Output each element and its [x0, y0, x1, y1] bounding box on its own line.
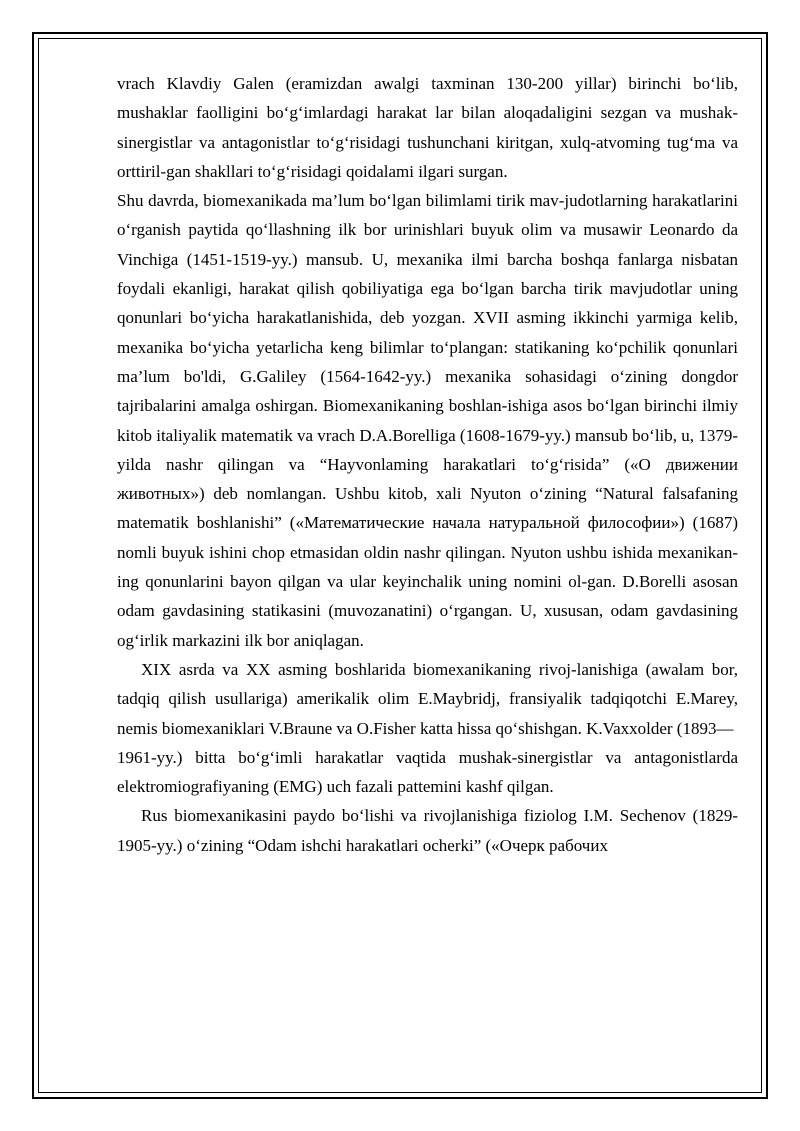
- paragraph-xix-century: XIX asrda va XX asming boshlarida biomexanikaning rivoj-lanishiga (awalam bor, tadqiq qilish usullariga) amerikalik olim E.Maybridj, fransiyalik tadqiqotchi E.Marey, nemis biomexaniklari V.Braune va O.Fisher katta hissa qo‘shishgan. K.Vaxxolder (1893—: [117, 659, 738, 738]
- paragraph-leonardo-borelli: Shu davrda, biomexanikada ma’lum bo‘lgan bilimlami tirik mav-judotlarning harakatlarini o‘rganish paytida qo‘llashning ilk bor urinishlari buyuk olim va musawir Leonardo da Vinchiga (1451-1519-yy.) mansub. U, mexanika ilmi barcha boshqa fanlarga nisbatan foydali ekanligi, harakat qilish qobiliyatiga ega bo‘lgan barcha tirik mavjudotlar uning qonunlari bo‘yicha harakatlanishida, deb yozgan. XVII asming ikkinchi yarmiga kelib, mexanika bo‘yicha yetarlicha keng bilimlar to‘plangan: statikaning ko‘pchilik qonunlari ma’lum bo'ldi, G.Galiley (1564-1642-yy.) mexanika sohasidagi o‘zining dongdor tajribalarini amalga oshirgan. Biomexanikaning boshlan-ishiga asos bo‘lgan birinchi ilmiy kitob italiyalik matematik va vrach D.A.Borelliga (1608-1679-yy.) mansub bo‘lib, u, 1379-yilda nashr qilingan va “Hayvonlaming harakatlari to‘g‘risida” («О движении животных») deb nomlangan. Ushbu kitob, xali Nyuton o‘zining “Natural falsafaning matematik boshlanishi” («Математические начала натуральной философии») (1687) nomli buyuk ishini chop etmasidan oldin nashr qilingan. Nyuton ushbu ishida mexanikan-ing qonunlarini bayon qilgan va ular keyinchalik uning nomini ol-gan. D.Borelli asosan odam gavdasining statikasini (muvozanatini) o‘rgangan. U, xususan, odam gavdasining og‘irlik markazini ilk bor aniqlagan.: [117, 191, 738, 650]
- paragraph-sechenov: Rus biomexanikasini paydo bo‘lishi va rivojlanishiga fiziolog I.M. Sechenov (1829-1905-yy.) o‘zining “Odam ishchi harakatlari ocherki” («Очерк рабочих: [117, 806, 738, 855]
- paragraph-galen: vrach Klavdiy Galen (eramizdan awalgi taxminan 130-200 yillar) birinchi bo‘lib, mushaklar faolligini bo‘g‘imlardagi harakat lar bilan aloqadaligini sezgan va mushak-sinergistlar va antagonistlar to‘g‘risidagi tushunchani kiritgan, xulq-atvoming tug‘ma va orttiril-gan shakllari to‘g‘risidagi qoidalami ilgari surgan.: [117, 74, 738, 181]
- document-body: [117, 69, 738, 860]
- paragraph-vaxxolder: 1961-yy.) bitta bo‘g‘imli harakatlar vaqtida mushak-sinergistlar va antagonistlarda elektromiografiyaning (EMG) uch fazali pattemini kashf qilgan.: [117, 747, 738, 797]
